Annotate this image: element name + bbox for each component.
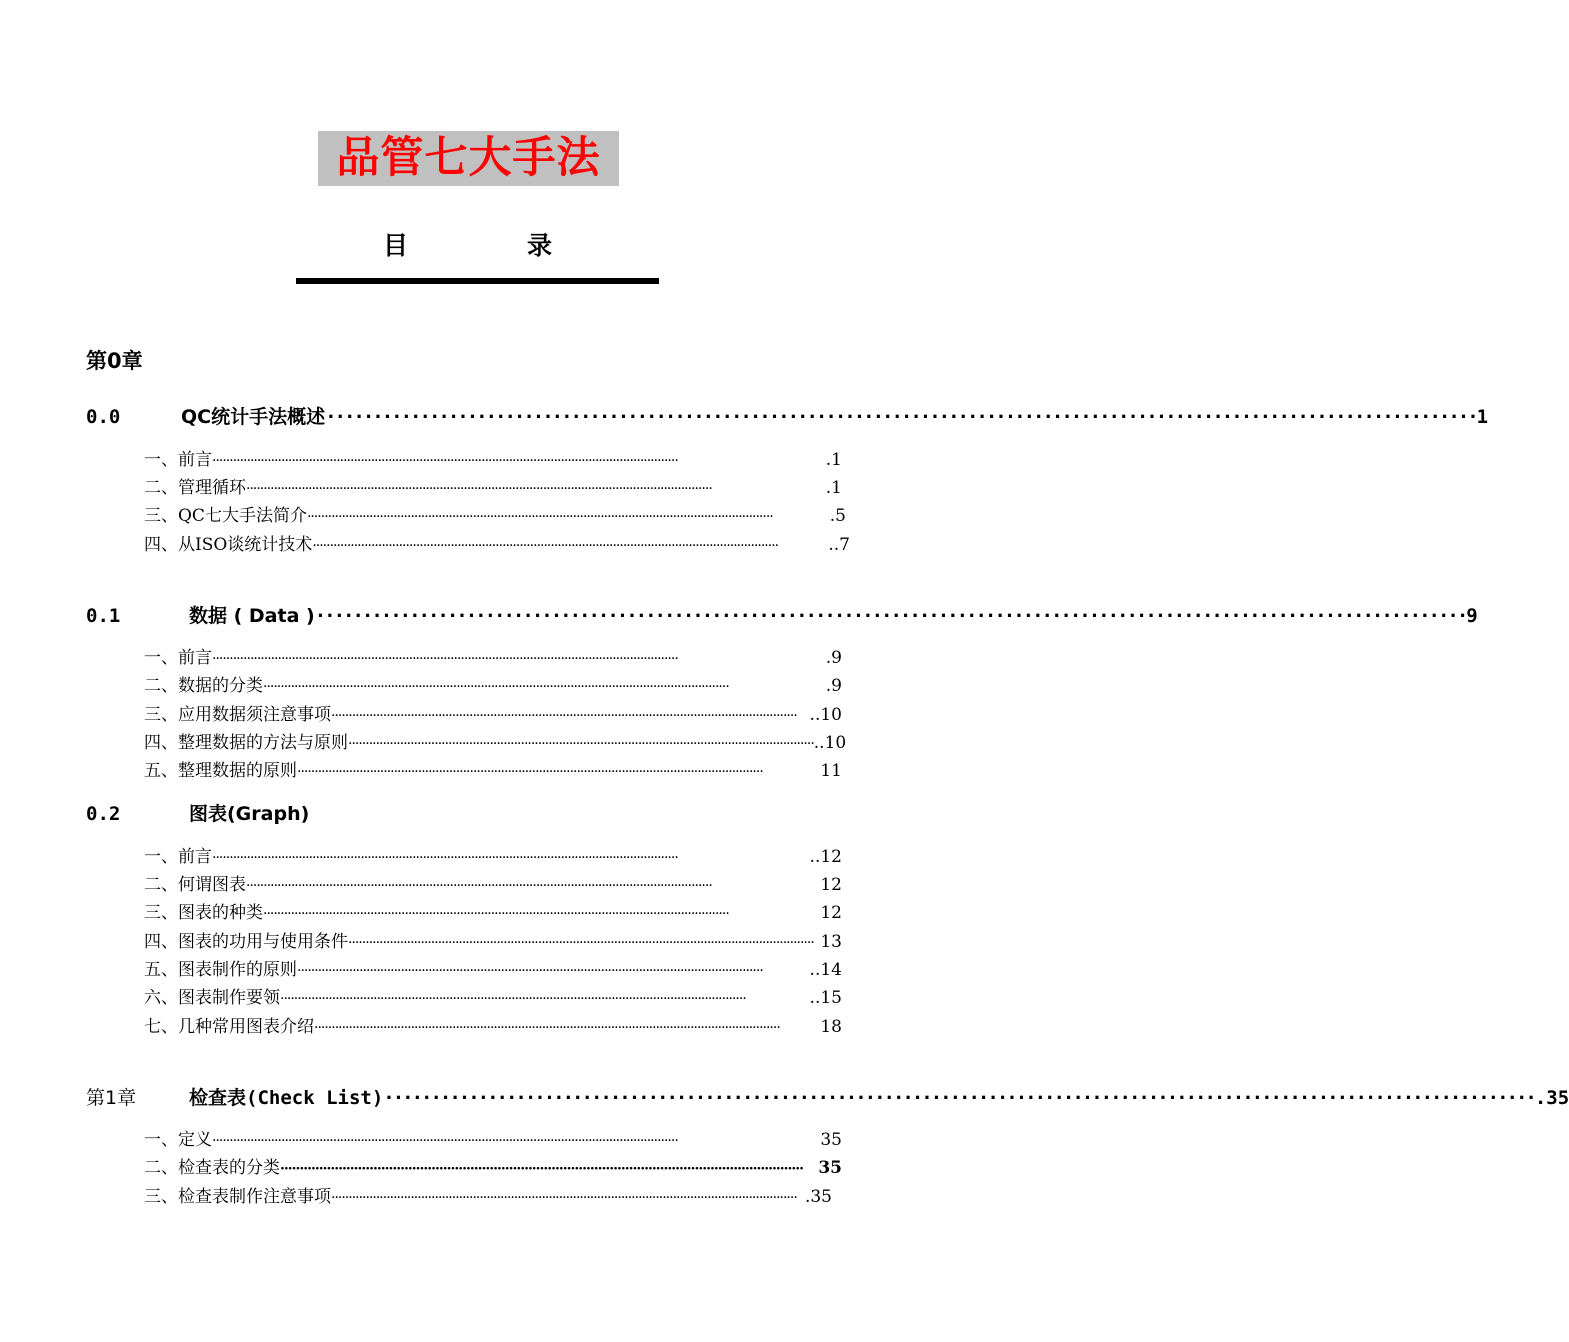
toc-entry[interactable]: 七、几种常用图表介绍 ······································································································································· 18 xyxy=(144,1017,842,1037)
toc-entry[interactable]: 二、管理循环 ······································································································································· .1 xyxy=(144,478,842,498)
toc-entry[interactable]: 四、图表的功用与使用条件 ······································································································································· 13 xyxy=(144,932,842,952)
toc-entry[interactable]: 三、QC七大手法简介 ······································································································································· .5 xyxy=(144,506,846,526)
toc-divider xyxy=(296,278,659,284)
section-number: 0.2 xyxy=(86,803,121,825)
toc-entry[interactable]: 二、数据的分类 ······································································································································· .9 xyxy=(144,676,842,696)
section-title: 图表(Graph) xyxy=(189,803,310,825)
chapter-number: 第1章 xyxy=(86,1087,137,1109)
section-title: QC统计手法概述 xyxy=(181,406,326,428)
document-title: 品管七大手法 xyxy=(318,131,619,186)
toc-entry[interactable]: 六、图表制作要领 ······································································································································· ..15 xyxy=(144,988,842,1008)
toc-heading-char-1: 目 xyxy=(383,231,409,260)
toc-entry[interactable]: 四、整理数据的方法与原则 ······································································································································· ..10 xyxy=(144,733,847,753)
toc-entry[interactable]: 四、从ISO谈统计技术 ······································································································································· ..7 xyxy=(144,535,850,555)
toc-entry[interactable]: 一、前言 ······································································································································· .1 xyxy=(144,450,842,470)
section-title: 数据 ( Data ) xyxy=(189,605,315,627)
dot-leader: ·························································································································· xyxy=(314,605,1467,627)
section-number: 0.0 xyxy=(86,406,121,428)
toc-entry[interactable]: 五、整理数据的原则 ······································································································································· 11 xyxy=(144,761,842,781)
toc-entry[interactable]: 一、前言 ······································································································································· .9 xyxy=(144,648,842,668)
chapter-0-label: 第0章 xyxy=(86,349,143,373)
dot-leader: ·························································································································· xyxy=(383,1087,1535,1109)
chapter-page: .35 xyxy=(1534,1087,1569,1109)
toc-entry[interactable]: 二、检查表的分类 ······································································································································· 35 xyxy=(144,1158,842,1178)
toc-entry[interactable]: 一、定义 ······································································································································· 35 xyxy=(144,1130,842,1150)
chapter-title: 检查表(Check List) xyxy=(189,1087,384,1109)
toc-chapter-1[interactable] xyxy=(86,1083,1569,1113)
section-number: 0.1 xyxy=(86,605,121,627)
toc-entry[interactable]: 二、何谓图表 ······································································································································· 12 xyxy=(144,875,842,895)
section-page: 9 xyxy=(1466,605,1478,627)
toc-entry[interactable]: 一、前言 ······································································································································· ..12 xyxy=(144,847,842,867)
toc-entry[interactable]: 五、图表制作的原则 ······································································································································· ..14 xyxy=(144,960,842,980)
toc-heading-char-2: 录 xyxy=(527,231,553,260)
section-page: 1 xyxy=(1476,406,1489,428)
toc-entry[interactable]: 三、应用数据须注意事项 ······································································································································· ..10 xyxy=(144,705,842,725)
toc-entry[interactable]: 三、图表的种类 ······································································································································· 12 xyxy=(144,903,842,923)
toc-section-0-0[interactable] xyxy=(86,402,1489,432)
dot-leader: ·························································································································· xyxy=(325,406,1477,428)
toc-entry[interactable]: 三、检查表制作注意事项 ······································································································································· .35 xyxy=(144,1187,832,1207)
toc-section-0-2[interactable] xyxy=(86,799,486,829)
toc-section-0-1[interactable] xyxy=(86,601,1478,631)
